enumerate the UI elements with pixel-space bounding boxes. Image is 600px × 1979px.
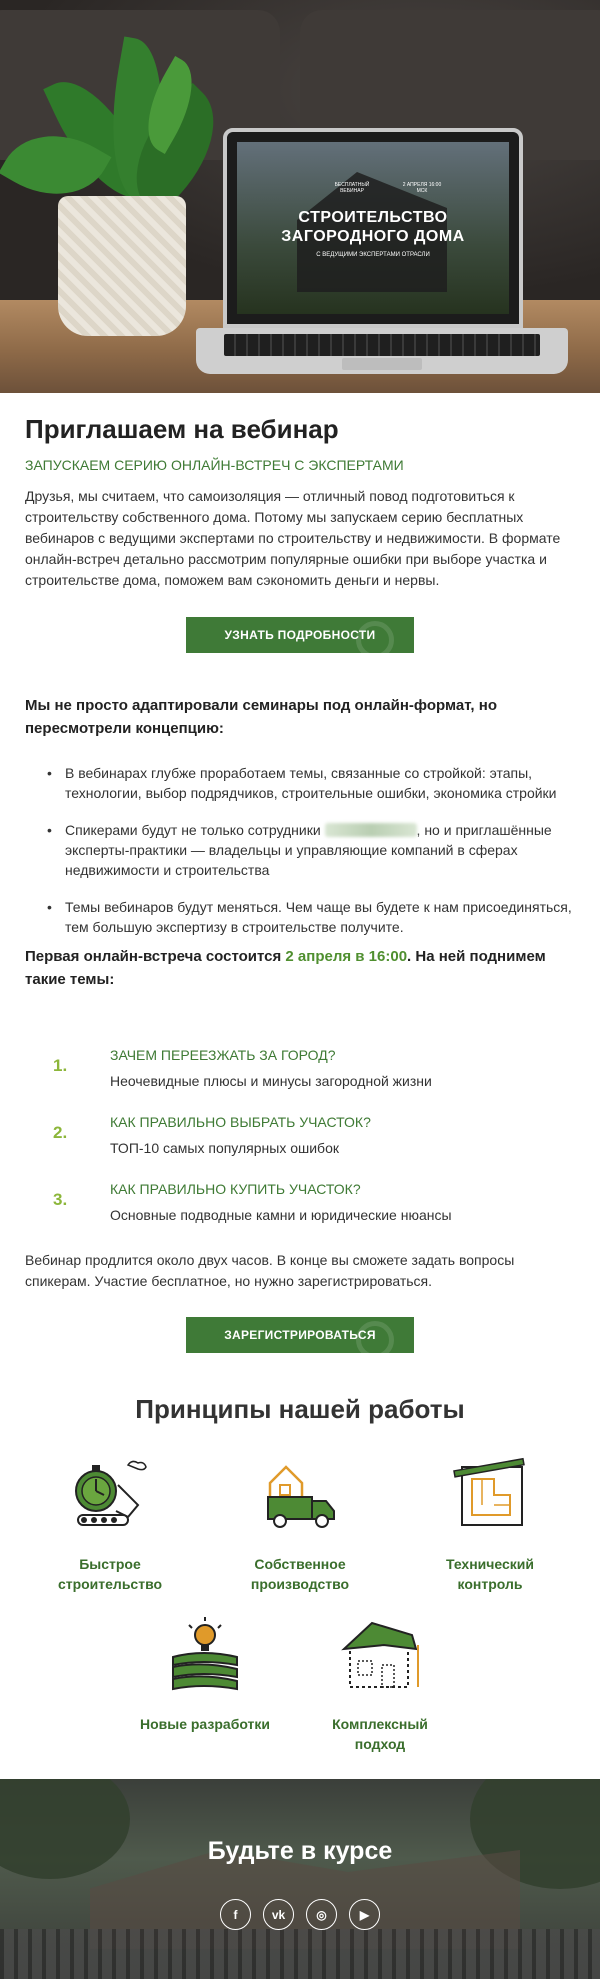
stopwatch-excavator-icon <box>68 1455 152 1535</box>
topic-desc: Неочевидные плюсы и минусы загородной жизни <box>110 1073 432 1089</box>
principle-label: Новые разработки <box>139 1716 271 1732</box>
topic-title: КАК ПРАВИЛЬНО ВЫБРАТЬ УЧАСТОК? <box>110 1114 371 1130</box>
banner-title-line2: ЗАГОРОДНОГО ДОМА <box>281 228 465 245</box>
vk-icon[interactable]: vk <box>263 1899 294 1930</box>
topic-number: 2. <box>53 1123 68 1142</box>
banner-subtitle: С ВЕДУЩИМИ ЭКСПЕРТАМИ ОТРАСЛИ <box>316 252 430 258</box>
house-truck-icon <box>258 1455 342 1535</box>
intro-paragraph: Друзья, мы считаем, что самоизоляция — отличный повод подготовиться к строительству собственного дома. Потому мы запускаем серию бесплатных вебинаров с ведущими экспертами по строительству и недвижимости. В формате онлайн-встреч детально рассмотрим популярные ошибки при выборе участка и строительстве дома, поможем вам сэкономить деньги и нервы. <box>25 488 561 588</box>
bullet-text: Спикерами будут не только сотрудники <box>65 822 321 838</box>
concept-heading: Мы не просто адаптировали семинары под онлайн-формат, но пересмотрели концепцию: <box>25 697 497 737</box>
bullet-text: , но и приглашённые эксперты-практики — владельцы и управляющие компаний в сферах недвижимости и строительства <box>65 822 552 878</box>
banner-date-label: 2 АПРЕЛЯ 16:00 МСК <box>402 182 442 194</box>
first-meeting-date: 2 апреля в 16:00 <box>285 948 408 965</box>
topic-title: ЗАЧЕМ ПЕРЕЕЗЖАТЬ ЗА ГОРОД? <box>110 1047 336 1063</box>
hero-image <box>0 0 600 393</box>
webinar-banner <box>237 142 509 314</box>
principle-label-line2: производство <box>250 1576 350 1592</box>
principle-label-line1: Собственное <box>254 1556 346 1572</box>
banner-title-line1: СТРОИТЕЛЬСТВО <box>298 209 448 226</box>
laptop-screen <box>223 128 523 328</box>
list-item <box>45 763 580 803</box>
blurred-company-name <box>325 823 417 837</box>
footer-title: Будьте в курсе <box>207 1837 393 1865</box>
principle-label <box>415 1554 565 1594</box>
list-item <box>45 820 580 880</box>
principle-fast-build <box>35 1455 185 1594</box>
principle-label-line2: контроль <box>457 1576 523 1592</box>
first-meeting-text <box>25 945 577 991</box>
plant-pot <box>58 196 186 336</box>
intro-subtitle: ЗАПУСКАЕМ СЕРИЮ ОНЛАЙН-ВСТРЕЧ С ЭКСПЕРТАМИ <box>25 457 404 473</box>
facebook-icon[interactable]: f <box>220 1899 251 1930</box>
blueprint-pencil-icon <box>448 1455 532 1535</box>
topic-desc: ТОП-10 самых популярных ошибок <box>110 1140 339 1156</box>
principle-complex-approach <box>305 1615 455 1754</box>
page-title: Приглашаем на вебинар <box>25 414 339 444</box>
instagram-icon[interactable]: ◎ <box>306 1899 337 1930</box>
laptop-trackpad <box>342 358 422 370</box>
principle-label <box>225 1554 375 1594</box>
topic-number: 1. <box>53 1056 68 1075</box>
register-button[interactable]: ЗАРЕГИСТРИРОВАТЬСЯ <box>186 1317 414 1353</box>
laptop-base <box>196 328 568 374</box>
bullet-text: Темы вебинаров будут меняться. Чем чаще вы будете к нам присоединяться, тем большую экспертизу в строительстве получите. <box>65 899 572 935</box>
principle-label-line1: Технический <box>445 1556 535 1572</box>
first-meeting-intro: Первая онлайн-встреча состоится <box>25 948 286 965</box>
topic-number: 3. <box>53 1190 68 1209</box>
youtube-icon[interactable]: ▶ <box>349 1899 380 1930</box>
principle-new-developments <box>130 1615 280 1734</box>
list-item <box>45 897 580 937</box>
banner-free-label: БЕСПЛАТНЫЙ ВЕБИНАР <box>334 182 370 194</box>
principle-own-production <box>225 1455 375 1594</box>
principle-label: Комплексный подход <box>332 1716 428 1752</box>
topic-title: КАК ПРАВИЛЬНО КУПИТЬ УЧАСТОК? <box>110 1181 361 1197</box>
principle-tech-control <box>415 1455 565 1594</box>
laptop-keyboard <box>224 334 540 356</box>
house-roof-icon <box>338 1615 422 1695</box>
closing-paragraph: Вебинар продлится около двух часов. В конце вы сможете задать вопросы спикерам. Участие бесплатное, но нужно зарегистрироваться. <box>25 1252 515 1289</box>
learn-more-button[interactable]: УЗНАТЬ ПОДРОБНОСТИ <box>186 617 414 653</box>
topic-desc: Основные подводные камни и юридические нюансы <box>110 1207 452 1223</box>
principle-label <box>35 1554 185 1594</box>
footer <box>0 1779 600 1979</box>
first-meeting-outro: . На ней поднимем такие темы: <box>25 948 546 988</box>
banner-title <box>237 208 509 246</box>
principle-label-line2: строительство <box>57 1576 163 1592</box>
concept-list <box>45 763 580 954</box>
footer-fence <box>0 1929 600 1979</box>
principles-title: Принципы нашей работы <box>135 1394 465 1424</box>
lightbulb-books-icon <box>163 1615 247 1695</box>
social-links <box>220 1899 380 1933</box>
bullet-text: В вебинарах глубже проработаем темы, связанные со стройкой: этапы, технологии, выбор подрядчиков, строительные ошибки, экономика стройки <box>65 765 557 801</box>
principle-label-line1: Быстрое <box>79 1556 141 1572</box>
